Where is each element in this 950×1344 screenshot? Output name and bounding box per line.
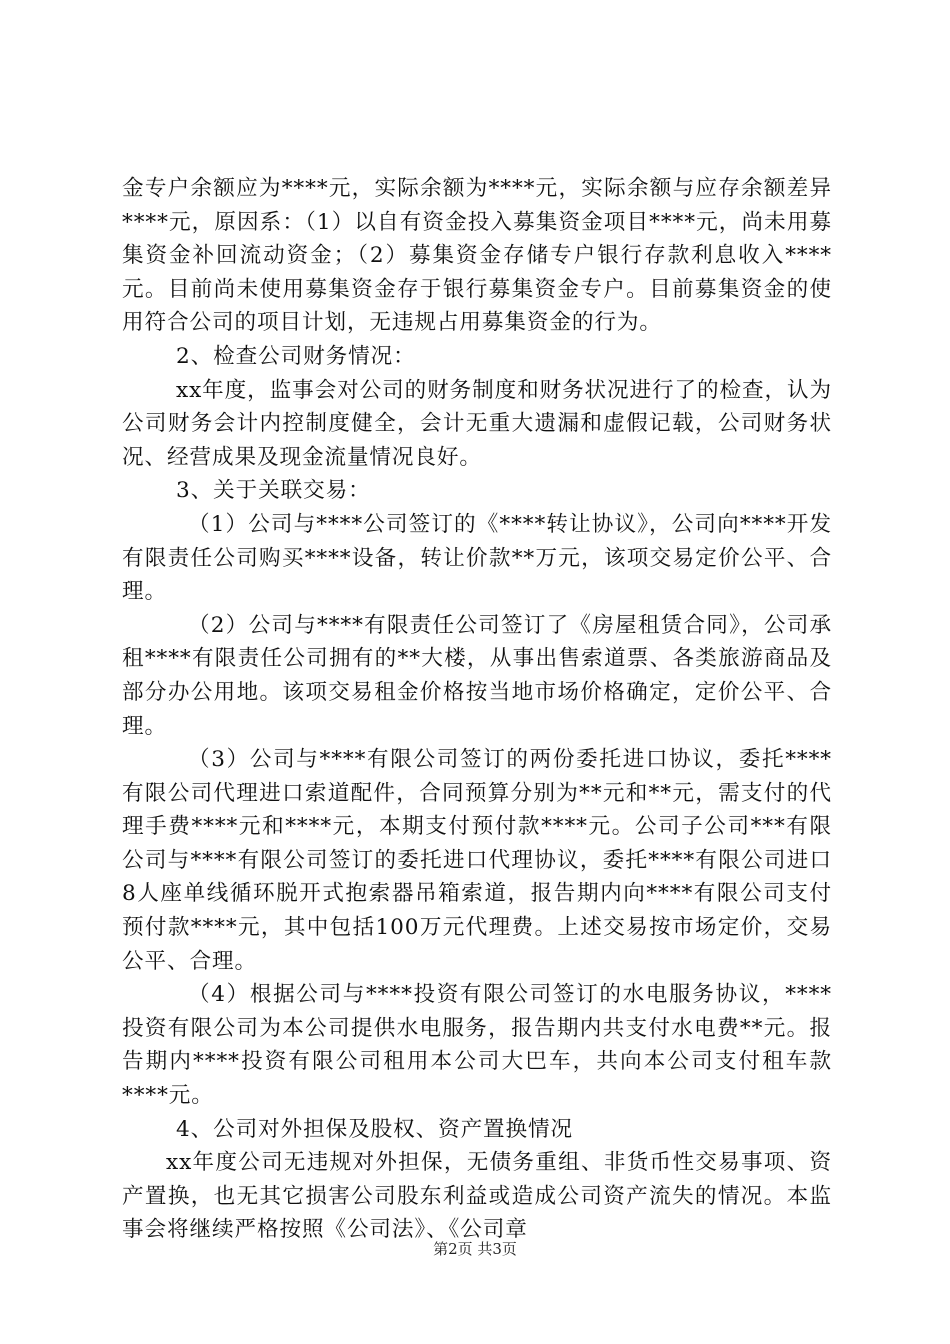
paragraph-transaction-3: （3）公司与****有限公司签订的两份委托进口协议，委托****有限公司代理进口索道配件，合同预算分别为**元和**元，需支付的代理手费****元和****元，本期支付预付款****元。公司子公司***有限公司与****有限公司签订的委托进口代理协议，委托****有限公司进口8人座单线循环脱开式抱索器吊箱索道，报告期内向****有限公司支付预付款****元，其中包括100万元代理费。上述交易按市场定价，交易公平、合理。	[122, 747, 832, 974]
paragraph-transaction-4: （4）根据公司与****投资有限公司签订的水电服务协议，****投资有限公司为本公司提供水电服务，报告期内共支付水电费**元。报告期内****投资有限公司租用本公司大巴车，共向本公司支付租车款****元。	[122, 982, 832, 1109]
paragraph-fund-balance: 金专户余额应为****元，实际余额为****元，实际余额与应存余额差异****元，原因系：（1）以自有资金投入募集资金项目****元，尚未用募集资金补回流动资金；（2）募集资金存储专户银行存款利息收入****元。目前尚未使用募集资金存于银行募集资金专户。目前募集资金的使用符合公司的项目计划，无违规占用募集资金的行为。	[122, 176, 832, 336]
document-body	[122, 172, 832, 1247]
heading-related-transactions: 3、关于关联交易：	[176, 478, 371, 504]
heading-financial-check: 2、检查公司财务情况：	[176, 343, 416, 369]
heading-guarantees: 4、公司对外担保及股权、资产置换情况	[176, 1116, 574, 1142]
page-number: 第2页 共3页	[433, 1240, 517, 1258]
paragraph-transaction-2: （2）公司与****有限责任公司签订了《房屋租赁合同》，公司承租****有限责任公司拥有的**大楼，从事出售索道票、各类旅游商品及部分办公用地。该项交易租金价格按当地市场价格确定，定价公平、合理。	[122, 612, 832, 739]
paragraph-financial-check: xx年度，监事会对公司的财务制度和财务状况进行了的检查，认为公司财务会计内控制度健全，会计无重大遗漏和虚假记载，公司财务状况、经营成果及现金流量情况良好。	[122, 377, 832, 470]
paragraph-transaction-1: （1）公司与****公司签订的《****转让协议》，公司向****开发有限责任公司购买****设备，转让价款**万元，该项交易定价公平、合理。	[122, 511, 832, 605]
paragraph-guarantees: xx年度公司无违规对外担保，无债务重组、非货币性交易事项、资产置换，也无其它损害公司股东利益或造成公司资产流失的情况。本监事会将继续严格按照《公司法》、《公司章	[122, 1150, 832, 1243]
